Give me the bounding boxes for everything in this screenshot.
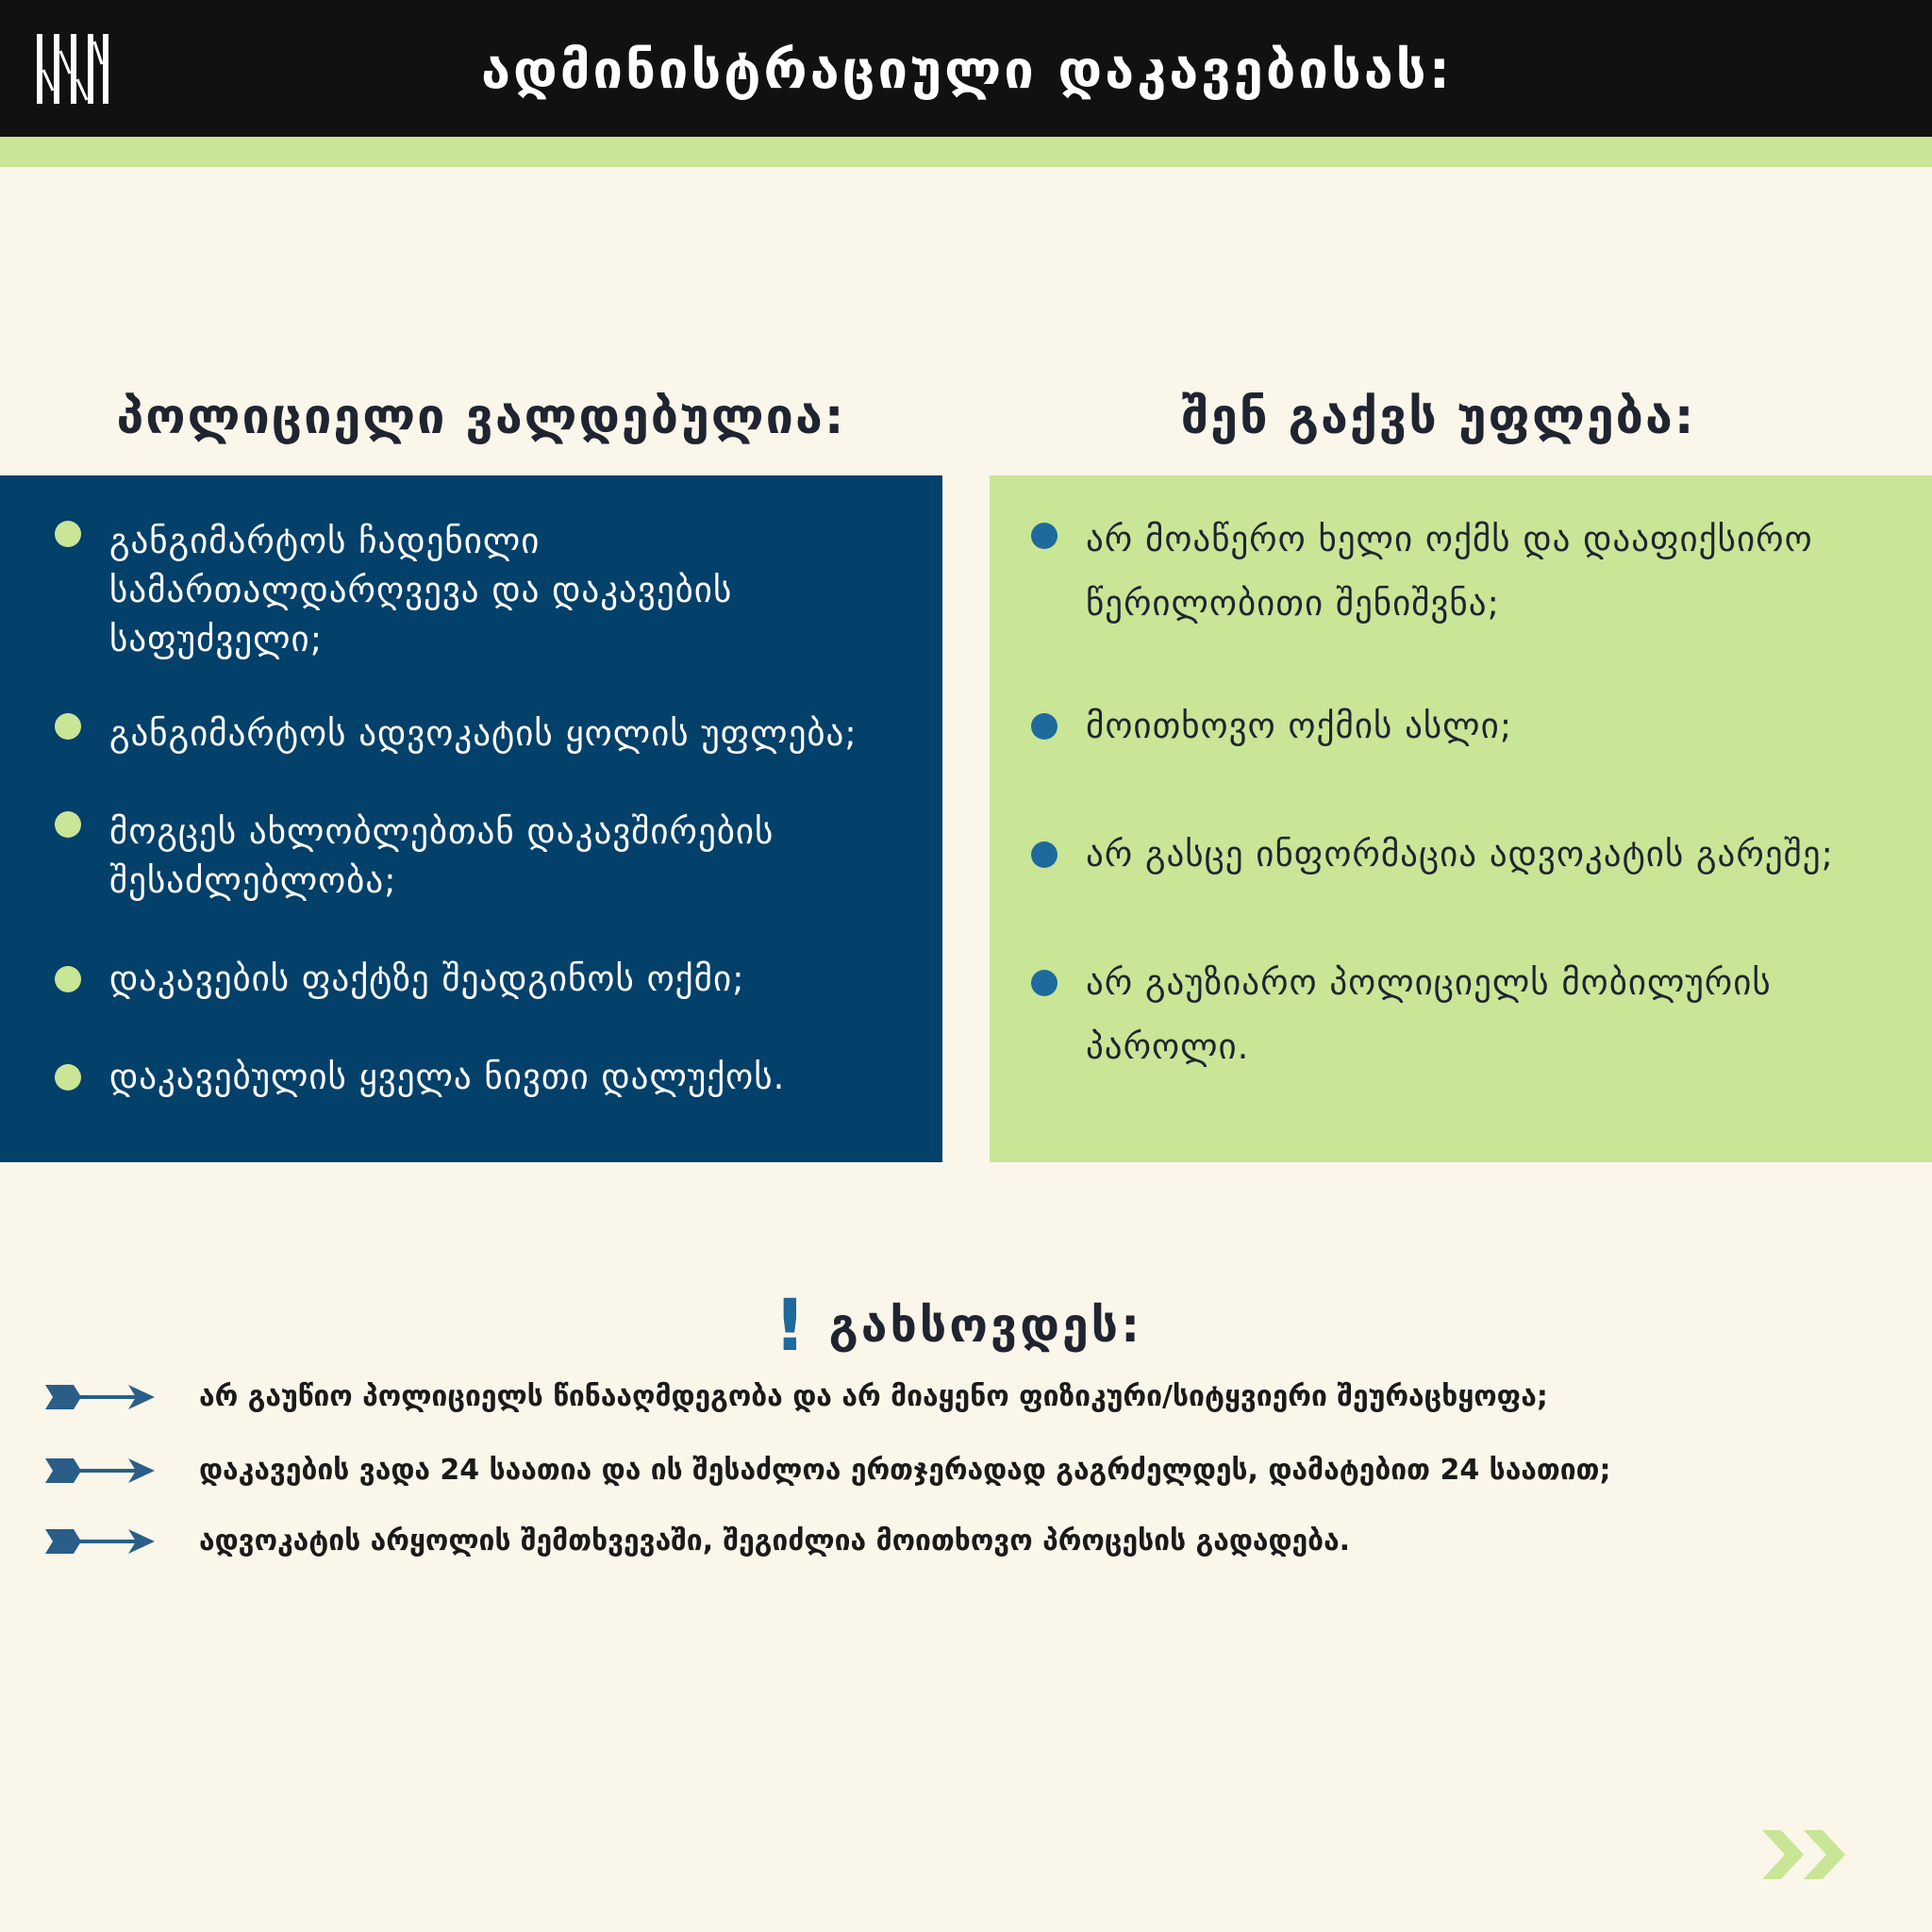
bullet-icon	[55, 966, 81, 992]
bullet-icon	[55, 1064, 81, 1091]
bullet-icon	[55, 521, 81, 547]
double-chevron-right-icon[interactable]	[1762, 1830, 1853, 1879]
remember-heading	[774, 1283, 1143, 1367]
list-item-text: დაკავების ფაქტზე შეადგინოს ოქმი;	[109, 958, 745, 999]
police-obligations-panel	[0, 475, 942, 1162]
header-bar	[0, 0, 1932, 137]
logo-icon	[34, 32, 111, 106]
list-item-text: განგიმარტოს ადვოკატის ყოლის უფლება;	[109, 713, 858, 754]
list-item-text: მოითხოვო ოქმის ასლი;	[1086, 706, 1513, 746]
list-item-text: არ მოაწერო ხელი ოქმს და დააფიქსირო წერილობითი შენიშვნა;	[1086, 519, 1813, 624]
note-item	[45, 1518, 1913, 1565]
arrow-icon	[45, 1525, 155, 1557]
right-column-heading: შენ გაქვს უფლება:	[1181, 389, 1696, 445]
list-item-text: განგიმარტოს ჩადენილი სამართალდარღვევა და დაკავების საფუძველი;	[109, 521, 733, 659]
remember-label: გახსოვდეს:	[828, 1298, 1143, 1353]
exclamation-icon: !	[774, 1283, 807, 1367]
list-item-text: დაკავებულის ყველა ნივთი დალუქოს.	[109, 1057, 786, 1097]
bullet-icon	[55, 713, 81, 740]
note-item	[45, 1374, 1913, 1421]
note-item	[45, 1447, 1913, 1494]
note-text: ადვოკატის არყოლის შემთხვევაში, შეგიძლია მოითხოვო პროცესის გადადება.	[199, 1524, 1351, 1557]
your-rights-panel	[990, 475, 1932, 1162]
list-item-text: არ გაუზიარო პოლიციელს მობილურის პაროლი.	[1086, 962, 1772, 1067]
accent-stripe	[0, 137, 1932, 167]
list-item-text: არ გასცე ინფორმაცია ადვოკატის გარეშე;	[1086, 834, 1834, 874]
arrow-icon	[45, 1381, 155, 1413]
note-text: დაკავების ვადა 24 საათია და ის შესაძლოა ერთჯერადად გაგრძელდეს, დამატებით 24 საათით;	[199, 1454, 1611, 1487]
note-text: არ გაუწიო პოლიციელს წინააღმდეგობა და არ მიაყენო ფიზიკური/სიტყვიერი შეურაცხყოფა;	[199, 1380, 1548, 1413]
bullet-icon	[1031, 523, 1058, 549]
bullet-icon	[1031, 841, 1058, 868]
left-column-heading: პოლიციელი ვალდებულია:	[116, 389, 846, 445]
arrow-icon	[45, 1455, 155, 1487]
list-item-text: მოგცეს ახლობლებთან დაკავშირების შესაძლებლობა;	[109, 811, 774, 901]
bullet-icon	[55, 811, 81, 838]
bullet-icon	[1031, 713, 1058, 740]
bullet-icon	[1031, 970, 1058, 996]
page-title: ადმინისტრაციული დაკავებისას:	[480, 40, 1454, 101]
